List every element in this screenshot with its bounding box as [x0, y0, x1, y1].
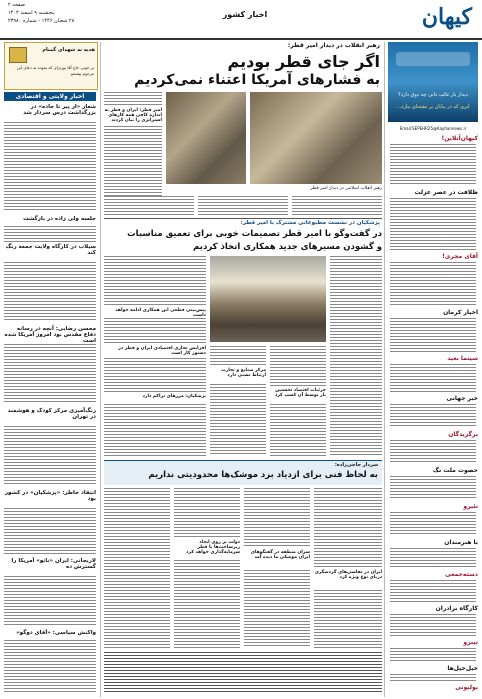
lead-headline[interactable]: اگر جای قطر بودیم: [227, 52, 380, 71]
subhead: مرکز صنایع و تجارت ارتباط نسبی دارد: [221, 368, 266, 378]
story-body: [244, 570, 310, 648]
brief-body: [390, 476, 476, 500]
subhead: پیش‌بینی قطعی این همکاری ادامه خواهد داشت: [115, 308, 206, 318]
lead-headline[interactable]: به فشارهای آمریکا اعتناء نمی‌کردیم: [134, 72, 380, 88]
left-headline: سیلاب در کارگاه ولایت جمعه رنگ کند: [5, 244, 96, 256]
lead-body: [104, 196, 194, 216]
left-body: [4, 262, 96, 322]
bottom-strip: [104, 652, 382, 694]
story-body: [104, 488, 170, 648]
left-body: [4, 226, 96, 242]
left-headline: رنگ‌آمیزی مرکز کودک و هوشمند در تهران: [7, 408, 96, 420]
left-body: [4, 640, 96, 694]
lead-photo: [250, 92, 382, 184]
left-body: [4, 508, 96, 554]
left-headline: واکنش سیاسی: «آقای دوگو»: [16, 630, 96, 636]
date-line: پنجشنبه ۹ اسفند ۱۴۰۳: [8, 10, 55, 16]
brief-heading: برگزیدگان: [448, 431, 478, 438]
story-body: [270, 346, 326, 386]
brief-body: [390, 580, 476, 602]
issue-line: ۲۸ شعبان ۱۴۴۶ - شماره ۲۳۹۸۰: [8, 18, 75, 24]
story-body: [104, 256, 206, 306]
second-headline[interactable]: و گشودن مسیرهای جدید همکاری اتخاذ کردیم: [193, 242, 382, 252]
brief-heading: دسته‌جمعی: [445, 571, 478, 578]
subhead: سران منطقه در گفتگوهای ایران موشکی ما دیده آمد: [250, 550, 310, 560]
brief-body: [390, 262, 476, 306]
second-headline[interactable]: در گفت‌وگو با امیر قطر تصمیمات خوبی برای تعمیق مناسبات: [127, 229, 382, 239]
gift-text: بر خوبی حاج آقا نوری‌ای که نموده به دعای این مرحوم پیشخو: [16, 65, 94, 76]
ad-tagline: [396, 52, 470, 66]
story-body: [330, 256, 382, 456]
third-story-box: [104, 460, 382, 485]
gift-icon: [9, 47, 27, 63]
brief-body: [390, 614, 476, 636]
left-headline: محسن رضایی: آنچه در رسانه دفاع مقدس بود امروز آمریکا شده است: [4, 326, 96, 344]
brief-body: [390, 364, 476, 392]
story-body: [174, 560, 240, 648]
brief-heading: تئیرو: [463, 503, 478, 510]
brief-heading: خیل‌خیل‌ها: [447, 665, 478, 672]
left-body: [4, 344, 96, 404]
lead-photo-2: [166, 92, 246, 184]
section-title: اخبار کشور: [222, 10, 268, 19]
left-headline: لاریجانی: ایران «ناتو» آمریکا را گسترش ده: [11, 558, 96, 570]
subhead: دولت بر روی ایجاد زیرساخت‌ها با قطر سرمایه‌گذاری خواهد کرد: [186, 540, 240, 555]
logo[interactable]: کیهان: [421, 4, 472, 30]
lead-body: [104, 92, 162, 106]
brief-heading: اخیار کرمان: [443, 309, 478, 316]
story-body: [210, 346, 266, 366]
brief-heading: سینما بعید: [447, 355, 478, 362]
brief-heading: خبر جهانی: [446, 395, 478, 402]
brief-heading: بولیونی: [455, 684, 478, 691]
lead-body: [104, 126, 162, 196]
story-body: [270, 404, 326, 456]
story-body: [104, 404, 206, 456]
gift-title: هدیه به شهدای گمنام: [42, 47, 95, 53]
ad-email[interactable]: Email:SEPEHR25@Kayhannews.ir: [399, 126, 467, 131]
left-headline: جلسه ولی زاده در بازگشت: [23, 216, 96, 222]
column-rule: [100, 42, 101, 697]
brief-heading: حصوت ملت تگ: [432, 467, 478, 474]
lead-body: [292, 196, 382, 216]
story-body: [174, 488, 240, 538]
meeting-photo: [210, 256, 326, 342]
right-column: [388, 42, 478, 697]
left-body: [4, 122, 96, 212]
left-body: [4, 426, 96, 486]
brief-body: [390, 440, 476, 464]
third-headline[interactable]: به لحاظ فنی برای ازدیاد برد موشک‌ها محدودیتی نداریم: [148, 470, 378, 480]
left-body: [4, 576, 96, 626]
column-rule: [384, 42, 385, 697]
masthead: [0, 0, 482, 40]
lead-left-col: [104, 92, 162, 197]
brief-heading: تیترو: [463, 639, 478, 646]
story-body: [314, 488, 382, 568]
left-headline: انتقاد خاطر: «پزشکیان» در کشور بود: [4, 490, 96, 502]
left-headline: شعار «از پیر تا جاده» در بزرگداشت درس سردار شد: [23, 104, 96, 116]
story-body: [104, 318, 206, 344]
brief-body: [390, 648, 476, 662]
brief-body: [390, 548, 476, 568]
brief-body: [390, 144, 476, 186]
photo-caption: رهبر انقلاب اسلامی در دیدار امیر قطر: [310, 186, 382, 191]
brief-body: [390, 512, 476, 536]
subhead: جزئیات اقتصاد نخستین بار توسط آن کسب کرد: [274, 388, 326, 398]
subhead: ایران در نقاشی‌های گردشگری دریای نوع ویژه کرد: [314, 570, 382, 580]
brief-body: [390, 404, 476, 428]
brief-heading: کیهان‌آنلاین!: [441, 135, 478, 142]
story-divider: [104, 218, 382, 219]
page-number: صفحه ۲: [8, 2, 25, 8]
second-kicker: پزشکیان در نشست مطبوعاتی مشترک با امیر قطر:: [240, 220, 380, 226]
brief-body: [390, 674, 476, 682]
subhead: امیر قطر: ایران و قطر به اندازه کافی همه کارهای استراتژی را بیان کردند: [104, 108, 162, 123]
left-column: [4, 42, 96, 697]
story-body: [104, 358, 206, 392]
lead-kicker: رهبر انقلاب در دیدار امیر قطر:: [287, 42, 380, 49]
brief-body: [390, 198, 476, 250]
ad-line-2: ابری که در بیابان بر تشنه‌ای ببارد...: [396, 104, 470, 110]
subhead: افزایش تجاری اقتصادی ایران و قطر در دستور کار است: [118, 346, 206, 356]
section-header: اخبار ولایتی و اقتصادی: [4, 92, 96, 101]
story-body: [210, 384, 266, 456]
gift-box: [4, 42, 98, 90]
ad-line-1: دیدار یار غائب دانی چه ذوق دارد؟: [398, 92, 468, 98]
story-body: [314, 590, 382, 648]
brief-heading: با هنرمندان: [444, 539, 478, 546]
third-kicker: سردار حاجی‌زاده:: [334, 462, 378, 468]
brief-body: [390, 318, 476, 352]
lead-body: [198, 196, 288, 216]
brief-heading: ظلافت در عصر عزلت: [414, 189, 478, 196]
ad-banner[interactable]: [388, 42, 478, 122]
story-body: [244, 488, 310, 548]
brief-heading: آقای مجری!: [442, 253, 478, 260]
subhead: پزشکیان: مرزهای تراکم دارد: [142, 394, 206, 399]
brief-heading: کارگاه برادران: [435, 605, 478, 612]
